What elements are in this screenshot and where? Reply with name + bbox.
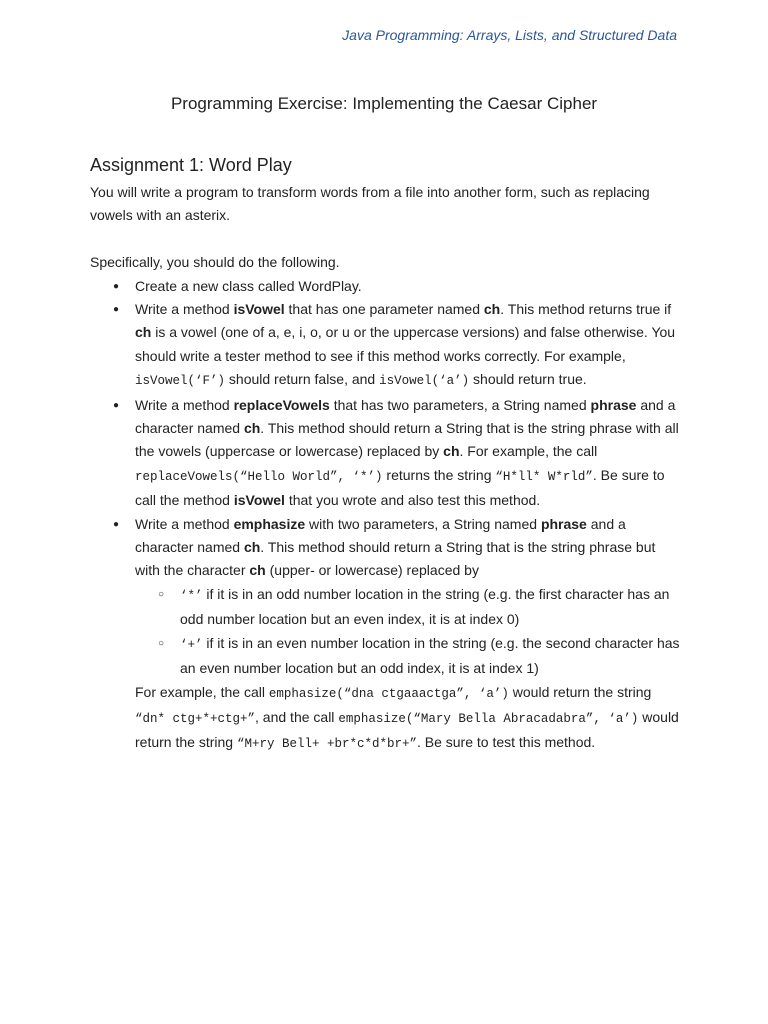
method-name: isVowel <box>233 492 285 509</box>
text: . This method should return a String that is the string phrase but with the character <box>135 539 656 579</box>
sub-item-even <box>135 632 682 681</box>
method-name: replaceVowels <box>233 396 330 413</box>
assignment-body <box>90 181 682 757</box>
code-snippet: “H*ll* W*rld” <box>495 469 593 484</box>
param-name: ch <box>135 324 152 341</box>
text: is a vowel (one of a, e, i, o, or u or the uppercase versions) and false otherwise. You should write a tester method to see if this method works correctly. For example, <box>135 324 676 364</box>
param-name: phrase <box>590 396 637 413</box>
text: . This method returns true if <box>500 301 672 318</box>
task-item-replacevowels <box>90 394 682 513</box>
text: , and the call <box>255 708 339 725</box>
task-item-create-class <box>90 275 682 298</box>
code-snippet: isVowel(‘F’) <box>135 374 226 389</box>
lead-paragraph: Specifically, you should do the following. <box>90 254 340 271</box>
text: For example, the call <box>135 683 269 700</box>
code-snippet: “M+ry Bell+ +br*c*d*br+” <box>236 737 417 752</box>
example-paragraph <box>135 681 682 757</box>
text: would return the string <box>135 708 679 751</box>
method-name: emphasize <box>233 515 306 532</box>
code-snippet: emphasize(“Mary Bella Abracadabra”, ‘a’) <box>338 711 639 726</box>
intro-paragraph: You will write a program to transform words from a file into another form, such as replacing vowels with an asterix. <box>90 184 650 224</box>
text: (upper- or lowercase) replaced by <box>265 562 479 579</box>
task-item-isvowel <box>90 298 682 394</box>
text: should return true. <box>469 371 587 388</box>
code-snippet: ‘*’ <box>180 588 203 603</box>
text: that you wrote and also test this method. <box>284 492 541 509</box>
text: would return the string <box>508 683 652 700</box>
text: if it is in an even number location in the string (e.g. the second character has an even number location but an odd index, it is at index 1) <box>180 634 680 677</box>
task-list <box>90 275 682 757</box>
text: returns the string <box>382 466 496 483</box>
param-name: ch <box>483 301 501 318</box>
param-name: phrase <box>540 515 587 532</box>
param-name: ch <box>443 443 460 460</box>
method-name: isVowel <box>233 301 285 318</box>
code-snippet: “dn* ctg+*+ctg+” <box>135 711 256 726</box>
code-snippet: emphasize(“dna ctgaaactga”, ‘a’) <box>268 686 509 701</box>
text: and a character named <box>135 396 676 437</box>
text: . Be sure to call the method <box>135 466 665 509</box>
text: . For example, the call <box>459 443 598 460</box>
param-name: ch <box>249 562 266 579</box>
text: should return false, and <box>225 371 380 388</box>
task-item-emphasize <box>90 513 682 757</box>
code-snippet: replaceVowels(“Hello World”, ‘*’) <box>135 469 383 484</box>
text: Write a method <box>135 301 234 318</box>
code-snippet: isVowel(‘a’) <box>379 374 470 389</box>
text: that has two parameters, a String named <box>329 396 591 413</box>
text: if it is in an odd number location in the string (e.g. the first character has an odd number location but an even index, it is at index 0) <box>180 585 670 628</box>
text: . Be sure to test this method. <box>416 734 596 751</box>
param-name: ch <box>243 539 261 556</box>
text: and a character named <box>135 515 626 556</box>
page-title: Programming Exercise: Implementing the Caesar Cipher <box>170 94 598 113</box>
task-text: Create a new class called WordPlay. <box>135 277 362 294</box>
text: Write a method <box>135 396 234 413</box>
text: with two parameters, a String named <box>305 515 541 532</box>
running-header: Java Programming: Arrays, Lists, and Structured Data <box>342 27 677 43</box>
sub-list <box>135 583 682 681</box>
text: that has one parameter named <box>284 301 484 318</box>
text: Write a method <box>135 515 234 532</box>
assignment-heading: Assignment 1: Word Play <box>90 155 292 175</box>
sub-item-odd <box>135 583 682 632</box>
param-name: ch <box>243 420 261 437</box>
text: . This method should return a String that is the string phrase with all the vowels (uppercase or lowercase) replaced by <box>135 420 679 460</box>
paragraph-spacer <box>90 228 682 251</box>
code-snippet: ‘+’ <box>180 637 203 652</box>
